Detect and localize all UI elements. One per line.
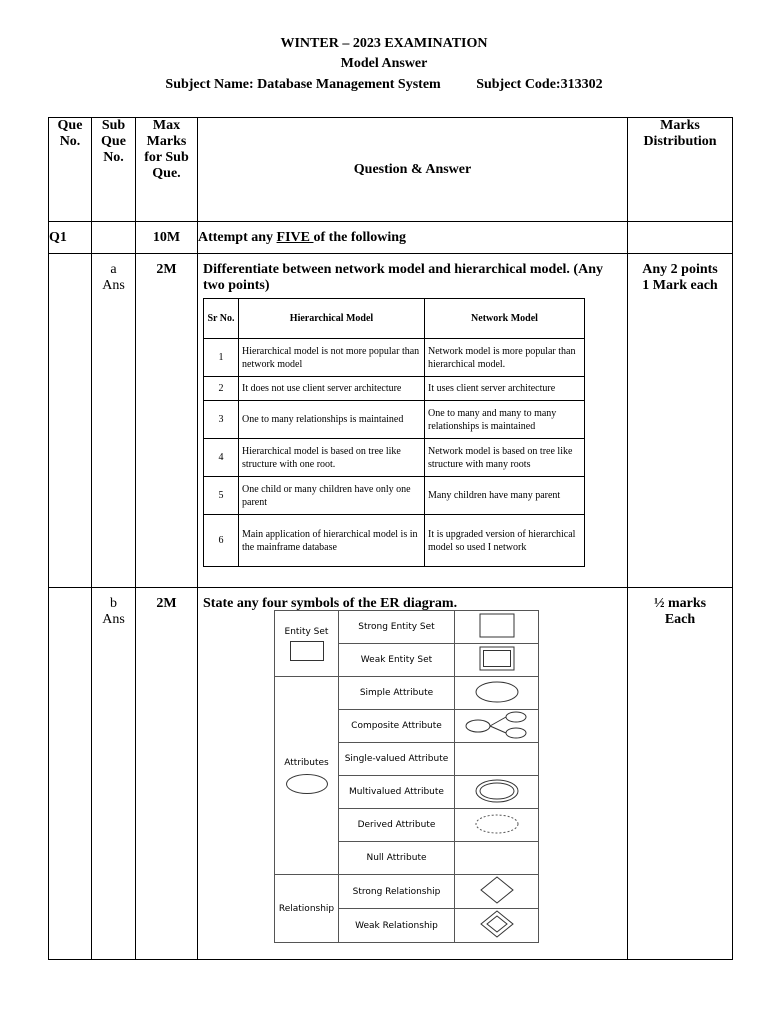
exam-title: WINTER – 2023 EXAMINATION <box>280 36 488 51</box>
er-symbol <box>455 644 539 677</box>
network-cell: Network model is more popular than hierarchical model. <box>425 339 585 377</box>
model-answer-title: Model Answer <box>340 56 428 71</box>
er-label: Composite Attribute <box>339 710 455 743</box>
col-question-answer: Question & Answer <box>198 118 628 222</box>
network-cell: Network model is based on tree like structure with many roots <box>425 439 585 477</box>
er-group-entity <box>275 611 339 677</box>
comparison-header-row <box>204 299 585 339</box>
sr-cell: 2 <box>204 377 239 401</box>
table-row <box>204 339 585 377</box>
er-symbol-empty <box>455 842 539 875</box>
table-header-row <box>49 118 733 222</box>
qa-row <box>49 254 733 588</box>
qb-sub-letter: b <box>110 596 117 611</box>
comparison-header-hierarchical: Hierarchical Model <box>239 299 425 339</box>
sr-cell: 4 <box>204 439 239 477</box>
q1-text-emph: FIVE <box>276 230 314 245</box>
comparison-table <box>203 298 585 567</box>
derived-attribute-dashed-ellipse-icon <box>474 812 520 836</box>
table-row <box>204 515 585 567</box>
qb-distribution: ½ marks Each <box>628 588 733 960</box>
qb-que-empty <box>49 588 92 960</box>
hierarchical-cell: Hierarchical model is not more popular than network model <box>239 339 425 377</box>
qb-ans-label: Ans <box>102 612 125 627</box>
q1-dist-empty <box>628 222 733 254</box>
sr-cell: 6 <box>204 515 239 567</box>
col-marks-distribution: Marks Distribution <box>628 118 733 222</box>
q1-text-after: of the following <box>313 230 407 245</box>
table-row <box>204 439 585 477</box>
q1-marks: 10M <box>136 222 198 254</box>
simple-attribute-ellipse-icon <box>474 680 520 704</box>
strong-entity-rectangle-icon <box>479 613 515 639</box>
er-label: Weak Relationship <box>339 909 455 943</box>
er-label: Strong Entity Set <box>339 611 455 644</box>
q1-instruction <box>198 222 628 254</box>
er-symbol-empty <box>455 743 539 776</box>
composite-attribute-icon <box>464 711 530 739</box>
er-symbol <box>455 909 539 943</box>
er-symbol <box>455 776 539 809</box>
hierarchical-cell: One to many relationships is maintained <box>239 401 425 439</box>
col-que-no: Que No. <box>49 118 92 222</box>
answer-table <box>48 117 733 960</box>
multivalued-attribute-double-ellipse-icon <box>474 778 520 804</box>
er-label: Weak Entity Set <box>339 644 455 677</box>
hierarchical-cell: Main application of hierarchical model is in the mainframe database <box>239 515 425 567</box>
er-group-relationship: Relationship <box>275 875 339 943</box>
qb-question: State any four symbols of the ER diagram. <box>203 596 458 611</box>
subject-line <box>0 77 768 93</box>
table-row <box>204 401 585 439</box>
er-symbol <box>455 611 539 644</box>
er-label: Null Attribute <box>339 842 455 875</box>
sr-cell: 1 <box>204 339 239 377</box>
q1-text-before: Attempt any <box>198 230 277 245</box>
subject-name: Subject Name: Database Management System <box>165 77 441 92</box>
er-label: Multivalued Attribute <box>339 776 455 809</box>
er-label: Single-valued Attribute <box>339 743 455 776</box>
q1-sub-empty <box>92 222 136 254</box>
qb-row <box>49 588 733 960</box>
qb-marks: 2M <box>136 588 198 960</box>
er-label: Strong Relationship <box>339 875 455 909</box>
qa-distribution: Any 2 points 1 Mark each <box>628 254 733 588</box>
strong-relationship-diamond-icon <box>479 875 515 905</box>
attribute-ellipse-icon <box>286 774 328 794</box>
hierarchical-cell: One child or many children have only one parent <box>239 477 425 515</box>
network-cell: One to many and many to many relationships is maintained <box>425 401 585 439</box>
er-group-attributes-label: Attributes <box>284 757 329 768</box>
er-symbol <box>455 809 539 842</box>
hierarchical-cell: It does not use client server architecture <box>239 377 425 401</box>
hierarchical-cell: Hierarchical model is based on tree like structure with one root. <box>239 439 425 477</box>
qa-sub-cell <box>92 254 136 588</box>
er-symbols-table <box>274 610 539 943</box>
qa-que-empty <box>49 254 92 588</box>
table-row <box>204 477 585 515</box>
qa-marks: 2M <box>136 254 198 588</box>
comparison-header-sr: Sr No. <box>204 299 239 339</box>
er-group-attributes <box>275 677 339 875</box>
comparison-header-network: Network Model <box>425 299 585 339</box>
qb-sub-cell <box>92 588 136 960</box>
er-label: Derived Attribute <box>339 809 455 842</box>
qa-answer-cell <box>198 254 628 588</box>
col-max-marks: Max Marks for Sub Que. <box>136 118 198 222</box>
table-row <box>204 377 585 401</box>
weak-relationship-double-diamond-icon <box>479 909 515 939</box>
er-symbol <box>455 875 539 909</box>
qa-sub-letter: a <box>110 262 117 277</box>
qb-answer-cell <box>198 588 628 960</box>
qa-question: Differentiate between network model and hierarchical model. (Any two points) <box>203 262 603 293</box>
er-symbol <box>455 677 539 710</box>
network-cell: It uses client server architecture <box>425 377 585 401</box>
er-row <box>275 611 539 644</box>
er-row <box>275 875 539 909</box>
er-label: Simple Attribute <box>339 677 455 710</box>
er-group-entity-label: Entity Set <box>284 626 329 637</box>
entity-rectangle-icon <box>290 641 324 661</box>
network-cell: Many children have many parent <box>425 477 585 515</box>
col-sub-que-no: Sub Que No. <box>92 118 136 222</box>
q1-number: Q1 <box>49 222 92 254</box>
sr-cell: 3 <box>204 401 239 439</box>
q1-row <box>49 222 733 254</box>
weak-entity-double-rectangle-icon <box>479 646 515 672</box>
subject-code: Subject Code:313302 <box>476 77 603 92</box>
sr-cell: 5 <box>204 477 239 515</box>
network-cell: It is upgraded version of hierarchical model so used I network <box>425 515 585 567</box>
er-row <box>275 677 539 710</box>
er-symbol <box>455 710 539 743</box>
qa-ans-label: Ans <box>102 278 125 293</box>
